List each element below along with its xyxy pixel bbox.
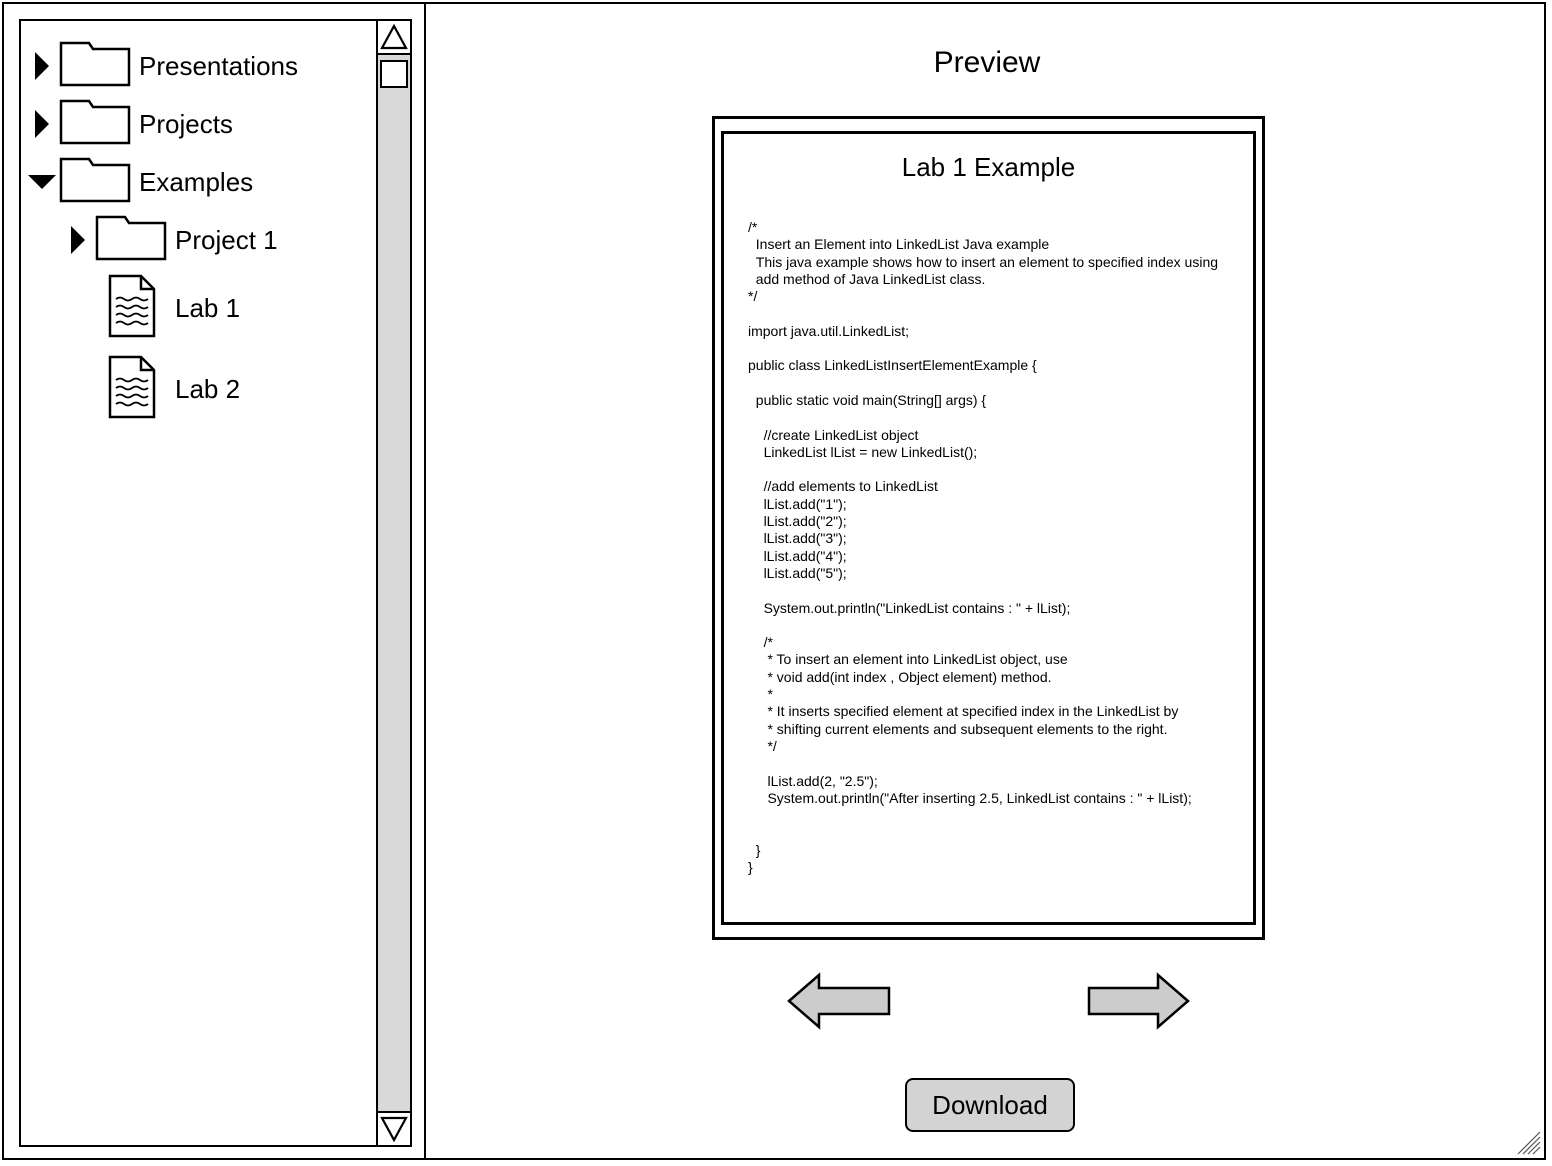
- folder-icon: [95, 215, 167, 266]
- arrow-left-icon: [786, 972, 894, 1030]
- scroll-thumb[interactable]: [380, 60, 408, 88]
- tree-item-label: Presentations: [139, 50, 298, 81]
- folder-icon: [59, 99, 131, 150]
- document-preview: [712, 116, 1265, 940]
- download-button[interactable]: Download: [905, 1078, 1075, 1132]
- tree-item-examples[interactable]: [27, 157, 253, 207]
- triangle-down-icon[interactable]: [27, 171, 57, 193]
- folder-icon: [59, 41, 131, 92]
- app-window: [2, 2, 1546, 1160]
- tree-item-lab-1[interactable]: [107, 273, 240, 344]
- panel-divider: [424, 4, 426, 1158]
- tree-item-presentations[interactable]: [31, 41, 298, 91]
- resize-grip-icon[interactable]: [1514, 1128, 1542, 1156]
- triangle-right-icon[interactable]: [67, 229, 89, 251]
- tree-item-project-1[interactable]: [67, 215, 278, 265]
- scroll-up-button[interactable]: [378, 21, 410, 55]
- tree-item-label: Examples: [139, 166, 254, 197]
- document-icon: [107, 273, 157, 344]
- tree-item-label: Lab 1: [175, 293, 241, 323]
- document-icon: [107, 354, 157, 425]
- next-page-button[interactable]: [1086, 972, 1192, 1035]
- document-content: /* Insert an Element into LinkedList Java example This java example shows how to insert an element to specified index using add method of Java LinkedList class. */ import java.util.LinkedList; public class LinkedListInsertElementExample { public static void main(String[] args) { //create LinkedList object LinkedList lList = new LinkedList(); //add elements to LinkedList lList.add("1"); lList.add("2"); lList.add("3"); lList.add("4"); lList.add("5"); System.out.println("LinkedList contains : " + lList); /* * To insert an element into LinkedList object, use * void add(int index , Object element) method. * * It inserts specified element at specified index in the LinkedList by * shifting current elements and subsequent elements to the right. */ lList.add(2, "2.5"); System.out.println("After inserting 2.5, LinkedList contains : " + lList); } }: [748, 219, 1219, 875]
- document-title: Lab 1 Example: [901, 152, 1076, 182]
- arrow-down-icon: [380, 1116, 408, 1142]
- tree-scrollbar[interactable]: [376, 21, 410, 1145]
- preview-title: Preview: [933, 46, 1041, 79]
- tree-item-lab-2[interactable]: [107, 354, 240, 425]
- folder-icon: [59, 157, 131, 208]
- scroll-down-button[interactable]: [378, 1111, 410, 1145]
- previous-page-button[interactable]: [786, 972, 894, 1035]
- tree-item-label: Lab 2: [175, 374, 241, 404]
- arrow-right-icon: [1086, 972, 1192, 1030]
- document-page: [721, 131, 1256, 925]
- tree-item-projects[interactable]: [31, 99, 233, 149]
- triangle-right-icon[interactable]: [31, 113, 53, 135]
- folder-tree: [19, 19, 412, 1147]
- arrow-up-icon: [380, 24, 408, 50]
- left-panel: [4, 4, 424, 1158]
- tree-item-label: Project 1: [175, 224, 278, 255]
- tree-item-label: Projects: [139, 108, 233, 139]
- triangle-right-icon[interactable]: [31, 55, 53, 77]
